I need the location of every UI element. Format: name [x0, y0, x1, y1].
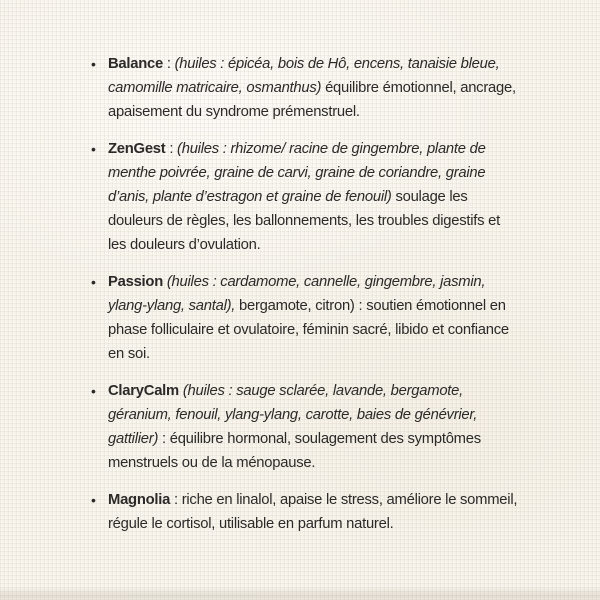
description-text: : équilibre hormonal, soulagement des symptômes menstruels ou de la ménopause. [108, 431, 481, 471]
blend-name: Balance [108, 56, 164, 72]
list-item-magnolia [90, 488, 518, 536]
description-text: : [163, 56, 175, 72]
description-text: équilibre émotionnel, ancrage, apaisement du syndrome prémenstruel. [108, 80, 516, 120]
blend-name: ClaryCalm [108, 383, 179, 399]
description-text: bergamote, citron) : soutien émotionnel en phase folliculaire et ovulatoire, féminin sacré, libido et confiance en soi. [108, 298, 509, 362]
blend-name: Passion [108, 274, 163, 290]
blend-name: Magnolia [108, 492, 171, 508]
oil-blends-list [90, 52, 518, 536]
description-text: soulage les douleurs de règles, les ballonnements, les troubles digestifs et les douleurs d’ovulation. [108, 189, 500, 253]
document-content [90, 52, 522, 549]
bullet-icon: • [91, 274, 96, 290]
list-item-clarycalm [90, 379, 518, 475]
bullet-icon: • [91, 383, 96, 399]
list-item-passion [90, 270, 518, 366]
list-item-zengest [90, 137, 518, 257]
bullet-icon: • [91, 141, 96, 157]
description-text: : riche en linalol, apaise le stress, améliore le sommeil, régule le cortisol, utilisable en parfum naturel. [108, 492, 518, 532]
description-text: : [165, 141, 178, 157]
bullet-icon: • [91, 492, 96, 508]
oils-list-text: (huiles : cardamome, cannelle, gingembre, jasmin, ylang-ylang, santal), [108, 274, 486, 314]
blend-name: ZenGest [108, 141, 166, 157]
oils-list-text: (huiles : rhizome/ racine de gingembre, plante de menthe poivrée, graine de carvi, graine de coriandre, graine d’anis, plante d’estragon et graine de fenouil) [108, 141, 486, 205]
oils-list-text: (huiles : épicéa, bois de Hô, encens, tanaisie bleue, camomille matricaire, osmanthus) [108, 56, 500, 96]
list-item-balance [90, 52, 518, 124]
oils-list-text: (huiles : sauge sclarée, lavande, bergamote, géranium, fenouil, ylang-ylang, carotte, baies de génévrier, gattilier) [108, 383, 478, 447]
bullet-icon: • [91, 56, 96, 72]
